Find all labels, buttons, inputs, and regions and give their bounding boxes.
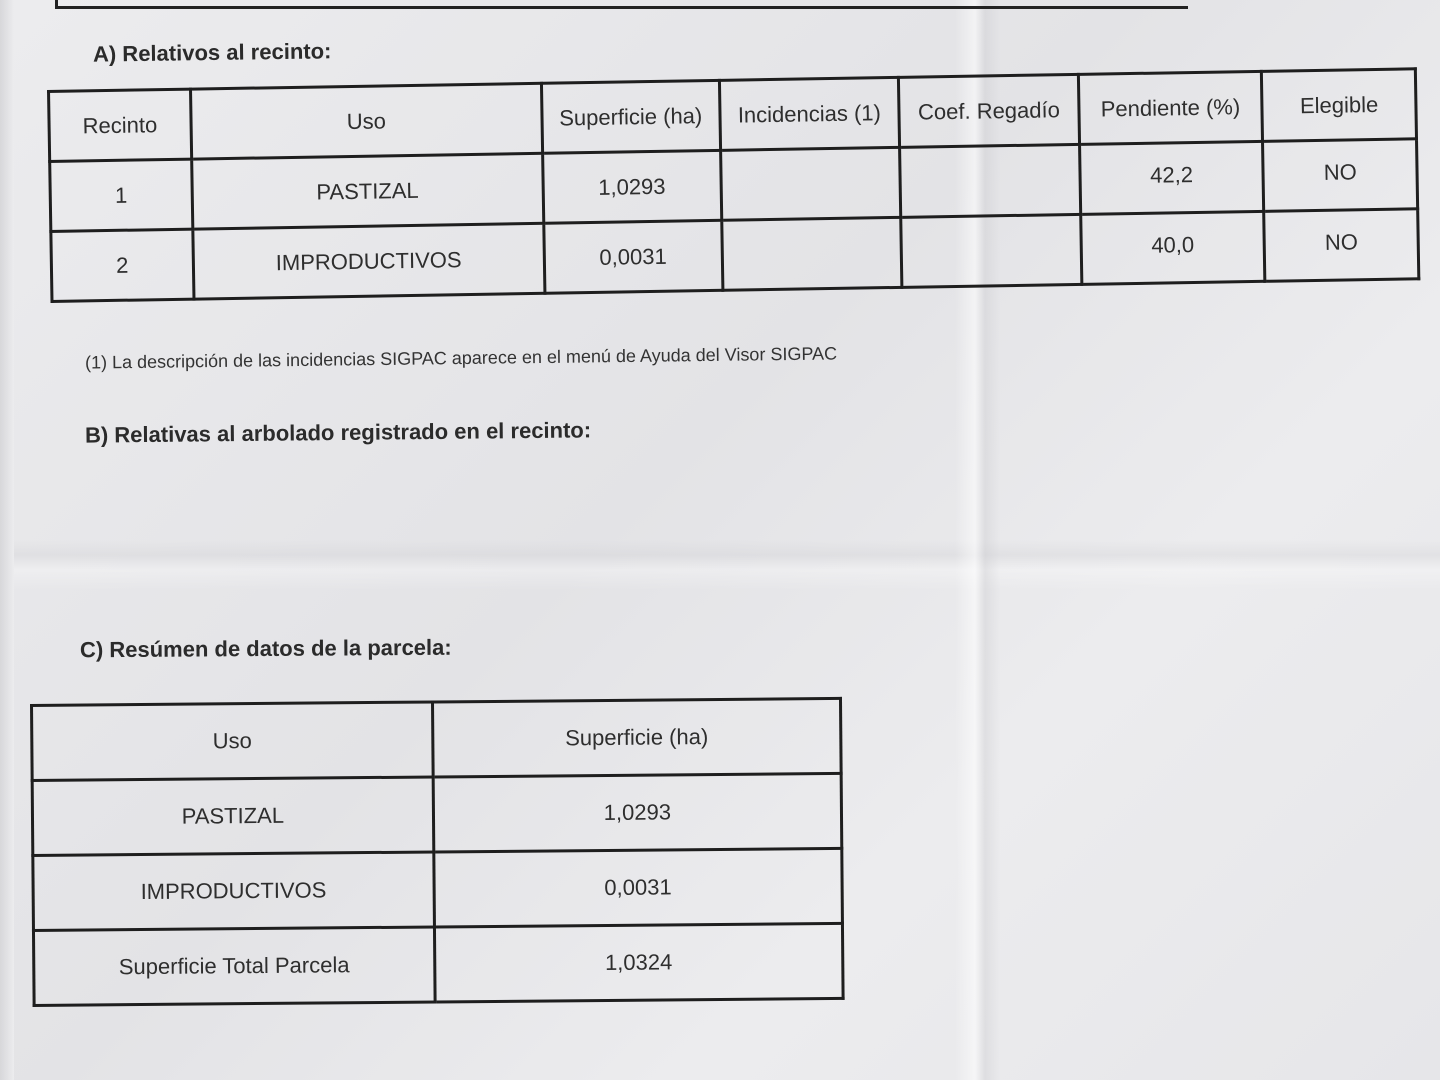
cell-uso: IMPRODUCTIVOS <box>33 852 434 930</box>
section-c-heading: C) Resúmen de datos de la parcela: <box>79 634 452 663</box>
table-header-row <box>32 698 842 780</box>
cell-recinto: 2 <box>51 229 194 301</box>
cell-uso: PASTIZAL <box>32 777 433 855</box>
header-recinto: Recinto <box>49 89 192 161</box>
cell-pendiente: 40,0 <box>1080 211 1265 284</box>
cell-uso: IMPRODUCTIVOS <box>193 223 545 299</box>
cell-superficie: 1,0293 <box>433 773 842 852</box>
cell-incidencias <box>720 147 901 220</box>
header-pendiente: Pendiente (%) <box>1078 71 1263 144</box>
table-row <box>33 848 843 930</box>
cell-coef-regadio <box>901 214 1082 287</box>
cell-superficie: 1,0324 <box>434 923 843 1002</box>
cell-elegible: NO <box>1264 209 1419 282</box>
recinto-table <box>47 67 1420 303</box>
section-b-heading: B) Relativas al arbolado registrado en el recinto: <box>84 417 592 448</box>
table-row <box>33 923 843 1005</box>
header-superficie: Superficie (ha) <box>432 698 841 777</box>
cell-superficie: 0,0031 <box>434 848 843 927</box>
incidencias-footnote: (1) La descripción de las incidencias SIGPAC aparece en el menú de Ayuda del Visor SIGPAC <box>84 343 838 373</box>
parcela-summary-table <box>30 697 845 1007</box>
header-uso: Uso <box>190 83 542 159</box>
header-coef-regadio: Coef. Regadío <box>899 74 1080 147</box>
section-a-heading: A) Relativos al recinto: <box>92 38 332 67</box>
header-incidencias: Incidencias (1) <box>719 77 900 150</box>
header-superficie: Superficie (ha) <box>541 80 720 153</box>
cell-pendiente: 42,2 <box>1079 141 1264 214</box>
cell-uso: PASTIZAL <box>191 153 543 229</box>
cell-superficie: 0,0031 <box>544 220 723 293</box>
cell-superficie: 1,0293 <box>543 150 722 223</box>
cell-uso: Superficie Total Parcela <box>33 927 434 1005</box>
cell-elegible: NO <box>1263 139 1418 212</box>
paper-edge <box>0 0 14 1080</box>
header-elegible: Elegible <box>1262 69 1417 142</box>
previous-table-border <box>55 0 1188 9</box>
cell-coef-regadio <box>900 144 1081 217</box>
header-uso: Uso <box>32 702 433 780</box>
table-row <box>32 773 842 855</box>
cell-incidencias <box>721 217 902 290</box>
cell-recinto: 1 <box>50 159 193 231</box>
